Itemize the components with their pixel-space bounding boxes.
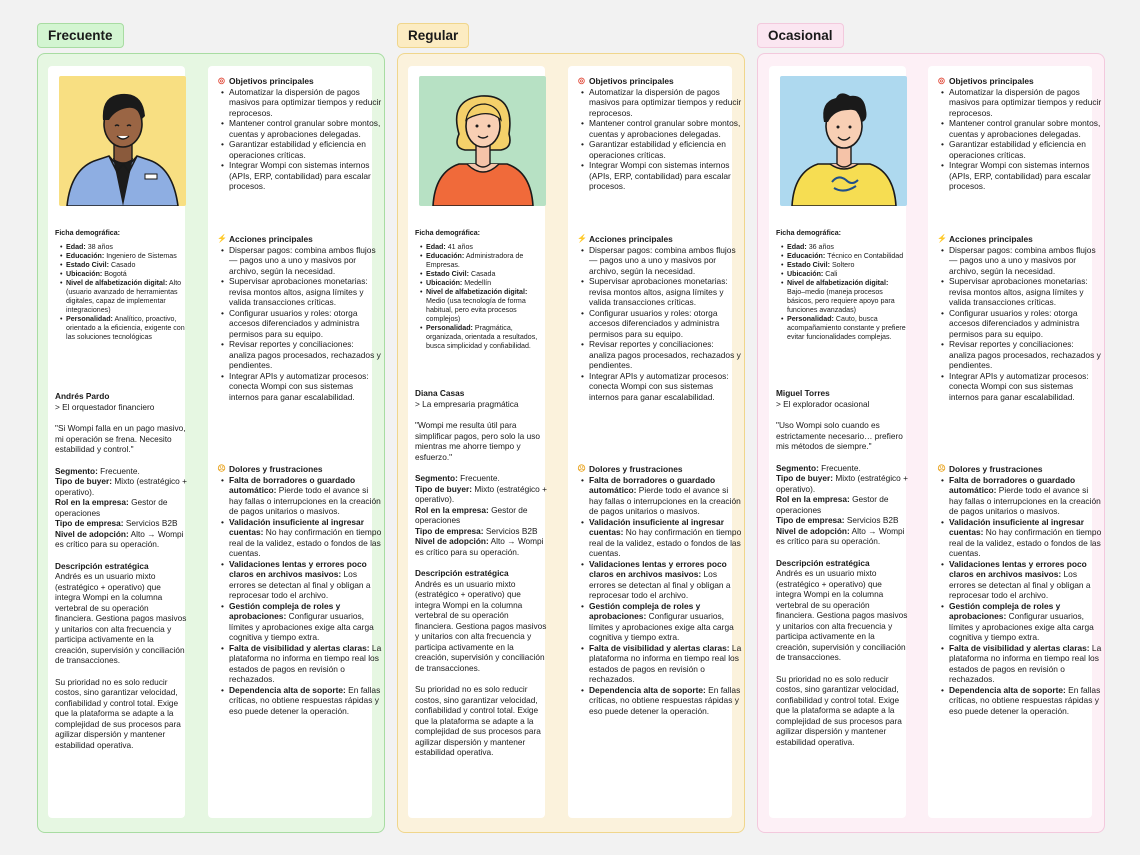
field: Tipo de empresa: Servicios B2B: [776, 515, 899, 525]
list-item: • Falta de visibilidad y alertas claras: La plataforma no informa en tiempo real los estados de pagos en revisión o rechazados.: [229, 643, 382, 685]
demographic-title: Ficha demográfica:: [415, 229, 481, 237]
demo-item: • Personalidad: Pragmática, organizada, orientada a resultados, busca simplicidad y confiabilidad.: [426, 324, 545, 351]
segment-tag-regular: Regular: [397, 23, 469, 48]
list-item: • Falta de borradores o guardado automático: Pierde todo el avance si hay fallas o interrupciones en la creación de pagos unitarios o masivos.: [589, 475, 742, 517]
pains-section: [937, 464, 1102, 716]
list-item: • Validación insuficiente al ingresar cuentas: No hay confirmación en tiempo real de la validez, estado o fondos de las cuentas.: [949, 517, 1102, 559]
demo-item: • Educación: Ingeniero de Sistemas: [66, 252, 185, 261]
field: Nivel de adopción: Alto → Wompi es crítico para su operación.: [776, 525, 905, 546]
list-item: • Configurar usuarios y roles: otorga accesos diferenciados y administra permisos para su equipo.: [229, 308, 382, 340]
goals-section: [217, 76, 382, 192]
list-item: • Dependencia alta de soporte: En fallas críticas, no obtiene respuestas rápidas y eso puede detener la operación.: [589, 685, 742, 717]
list-item: • Gestión compleja de roles y aprobaciones: Configurar usuarios, límites y aprobaciones exige alta carga cognitiva y tiempo extra.: [229, 601, 382, 643]
section-title: Objetivos principales: [949, 76, 1034, 86]
goals-card-frecuente: [208, 66, 382, 818]
list-item: • Supervisar aprobaciones monetarias: revisa montos altos, asigna límites y valida transacciones críticas.: [949, 276, 1102, 308]
list-item: • Dispersar pagos: combina ambos flujos — pagos uno a uno y masivos por archivo, según la necesidad.: [229, 245, 382, 277]
demo-item: • Ubicación: Cali: [787, 270, 906, 279]
section-title: Objetivos principales: [229, 76, 314, 86]
field: Nivel de adopción: Alto → Wompi es crítico para su operación.: [415, 536, 544, 557]
persona-name: Andrés Pardo: [55, 391, 110, 401]
target-icon: ◎: [218, 76, 225, 85]
list-item: • Falta de borradores o guardado automático: Pierde todo el avance si hay fallas o interrupciones en la creación de pagos unitarios o masivos.: [949, 475, 1102, 517]
demo-item: • Nivel de alfabetización digital: Medio (usa tecnología de forma habitual, pero evita procesos complejos): [426, 288, 545, 324]
field: Tipo de empresa: Servicios B2B: [415, 525, 538, 536]
sad-face-icon: ☹: [217, 464, 226, 473]
section-title: Acciones principales: [949, 234, 1033, 244]
avatar-miguel: [780, 76, 907, 206]
persona-role: > La empresaria pragmática: [415, 398, 519, 409]
description-text: Su prioridad no es solo reducir costos, sino garantizar velocidad, confiabilidad y control total. Exige que la plataforma se adapte a la complejidad de sus procesos para agilizar dispersión y mantener estabilidad operativa.: [55, 676, 181, 750]
list-item: • Gestión compleja de roles y aprobaciones: Configurar usuarios, límites y aprobaciones exige alta carga cognitiva y tiempo extra.: [589, 601, 742, 643]
actions-section: [937, 234, 1102, 402]
demographic-title: Ficha demográfica:: [55, 229, 121, 237]
field: Rol en la empresa: Gestor de operaciones: [55, 497, 168, 518]
persona-bio: [415, 388, 547, 758]
lightning-icon: ⚡: [577, 234, 587, 243]
list-item: • Automatizar la dispersión de pagos masivos para optimizar tiempos y reducir reprocesos.: [229, 87, 382, 119]
field: Rol en la empresa: Gestor de operaciones: [776, 494, 889, 515]
profile-card-regular: [408, 66, 545, 818]
list-item: • Integrar APIs y automatizar procesos: conecta Wompi con sus sistemas internos para ganar escalabilidad.: [949, 371, 1102, 403]
list-item: • Garantizar estabilidad y eficiencia en operaciones críticas.: [949, 139, 1102, 160]
demo-item: • Edad: 38 años: [66, 243, 185, 252]
goals-section: [577, 76, 742, 192]
list-item: • Mantener control granular sobre montos, cuentas y aprobaciones delegadas.: [229, 118, 382, 139]
list-item: • Dispersar pagos: combina ambos flujos — pagos uno a uno y masivos por archivo, según la necesidad.: [949, 245, 1102, 277]
demo-item: • Nivel de alfabetización digital: Alto (usuario avanzado de herramientas digitales, capaz de implementar integraciones): [66, 279, 185, 315]
section-title: Dolores y frustraciones: [589, 464, 683, 474]
demo-item: • Edad: 36 años: [787, 243, 906, 252]
sad-face-icon: ☹: [577, 464, 586, 473]
demographic-sheet: [55, 229, 185, 342]
list-item: • Configurar usuarios y roles: otorga accesos diferenciados y administra permisos para su equipo.: [949, 308, 1102, 340]
pains-section: [217, 464, 382, 716]
target-icon: ◎: [938, 76, 945, 85]
field: Segmento: Frecuente.: [55, 465, 140, 476]
list-item: • Revisar reportes y conciliaciones: analiza pagos procesados, rechazados y pendientes.: [589, 339, 742, 371]
list-item: • Configurar usuarios y roles: otorga accesos diferenciados y administra permisos para su equipo.: [589, 308, 742, 340]
demographic-sheet: [776, 229, 906, 342]
list-item: • Automatizar la dispersión de pagos masivos para optimizar tiempos y reducir reprocesos.: [949, 87, 1102, 119]
demo-item: • Edad: 41 años: [426, 243, 545, 252]
list-item: • Automatizar la dispersión de pagos masivos para optimizar tiempos y reducir reprocesos.: [589, 87, 742, 119]
list-item: • Gestión compleja de roles y aprobaciones: Configurar usuarios, límites y aprobaciones exige alta carga cognitiva y tiempo extra.: [949, 601, 1102, 643]
profile-card-frecuente: [48, 66, 185, 818]
persona-quote: "Wompi me resulta útil para simplificar pagos, pero solo la uso mientras me ahorre tiempo y esfuerzo.": [415, 420, 540, 462]
section-title: Dolores y frustraciones: [949, 464, 1043, 474]
demographic-title: Ficha demográfica:: [776, 229, 842, 237]
list-item: • Validación insuficiente al ingresar cuentas: No hay confirmación en tiempo real de la validez, estado o fondos de las cuentas.: [229, 517, 382, 559]
list-item: • Garantizar estabilidad y eficiencia en operaciones críticas.: [229, 139, 382, 160]
avatar-andres: [59, 76, 186, 206]
demo-item: • Personalidad: Cauto, busca acompañamiento constante y prefiere evitar funcionalidades complejas.: [787, 315, 906, 342]
pains-section: [577, 464, 742, 716]
list-item: • Supervisar aprobaciones monetarias: revisa montos altos, asigna límites y valida transacciones críticas.: [229, 276, 382, 308]
actions-section: [577, 234, 742, 402]
list-item: • Supervisar aprobaciones monetarias: revisa montos altos, asigna límites y valida transacciones críticas.: [589, 276, 742, 308]
description-text: Su prioridad no es solo reducir costos, sino garantizar velocidad, confiabilidad y control total. Exige que la plataforma se adapte a la complejidad de sus procesos para agilizar dispersión y mantener estabilidad operativa.: [415, 684, 541, 757]
lightning-icon: ⚡: [937, 234, 947, 243]
list-item: • Integrar APIs y automatizar procesos: conecta Wompi con sus sistemas internos para ganar escalabilidad.: [229, 371, 382, 403]
section-title: Acciones principales: [229, 234, 313, 244]
demo-item: • Educación: Administradora de Empresas.: [426, 252, 545, 270]
sad-face-icon: ☹: [937, 464, 946, 473]
list-item: • Integrar Wompi con sistemas internos (APIs, ERP, contabilidad) para escalar procesos.: [229, 160, 382, 192]
goals-section: [937, 76, 1102, 192]
lightning-icon: ⚡: [217, 234, 227, 243]
demo-item: • Personalidad: Analítico, proactivo, orientado a la eficiencia, exigente con las soluciones tecnológicas: [66, 315, 185, 342]
actions-section: [217, 234, 382, 402]
persona-bio: [55, 391, 187, 750]
list-item: • Falta de borradores o guardado automático: Pierde todo el avance si hay fallas o interrupciones en la creación de pagos unitarios o masivos.: [229, 475, 382, 517]
demo-item: • Nivel de alfabetización digital: Bajo–medio (maneja procesos básicos, pero requiere apoyo para funciones avanzadas): [787, 279, 906, 315]
description-text: Andrés es un usuario mixto (estratégico + operativo) que integra Wompi en la columna vertebral de su operación financiera. Gestiona pagos masivos y unitarios con alta frecuencia y participa activamente en la creación, supervisión y conciliación de transacciones.: [415, 578, 547, 673]
persona-name: Miguel Torres: [776, 388, 830, 398]
persona-bio: [776, 388, 908, 747]
field: Tipo de buyer: Mixto (estratégico + operativo).: [55, 476, 187, 497]
list-item: • Garantizar estabilidad y eficiencia en operaciones críticas.: [589, 139, 742, 160]
list-item: • Dependencia alta de soporte: En fallas críticas, no obtiene respuestas rápidas y eso puede detener la operación.: [229, 685, 382, 717]
list-item: • Integrar Wompi con sistemas internos (APIs, ERP, contabilidad) para escalar procesos.: [949, 160, 1102, 192]
description-title: Descripción estratégica: [55, 560, 149, 571]
demo-item: • Estado Civil: Casada: [426, 270, 545, 279]
list-item: • Revisar reportes y conciliaciones: analiza pagos procesados, rechazados y pendientes.: [949, 339, 1102, 371]
demo-item: • Educación: Técnico en Contabilidad: [787, 252, 906, 261]
list-item: • Dispersar pagos: combina ambos flujos — pagos uno a uno y masivos por archivo, según la necesidad.: [589, 245, 742, 277]
description-text: Andrés es un usuario mixto (estratégico + operativo) que integra Wompi en la columna vertebral de su operación financiera. Gestiona pagos masivos y unitarios con alta frecuencia y participa activamente en la creación, supervisión y conciliación de transacciones.: [776, 568, 908, 662]
list-item: • Falta de visibilidad y alertas claras: La plataforma no informa en tiempo real los estados de pagos en revisión o rechazados.: [949, 643, 1102, 685]
section-title: Objetivos principales: [589, 76, 674, 86]
goals-card-ocasional: [928, 66, 1102, 818]
persona-quote: "Si Wompi falla en un pago masivo, mi operación se frena. Necesito estabilidad y control.": [55, 423, 186, 454]
segment-tag-frecuente: Frecuente: [37, 23, 124, 48]
list-item: • Validaciones lentas y errores poco claros en archivos masivos: Los errores se detectan al final y obligan a reprocesar todo el archivo.: [229, 559, 382, 601]
goals-card-regular: [568, 66, 742, 818]
list-item: • Integrar APIs y automatizar procesos: conecta Wompi con sus sistemas internos para ganar escalabilidad.: [589, 371, 742, 403]
field: Tipo de buyer: Mixto (estratégico + operativo).: [776, 473, 908, 494]
persona-role: > El orquestador financiero: [55, 401, 155, 412]
field: Tipo de empresa: Servicios B2B: [55, 518, 178, 528]
list-item: • Mantener control granular sobre montos, cuentas y aprobaciones delegadas.: [949, 118, 1102, 139]
section-title: Dolores y frustraciones: [229, 464, 323, 474]
field: Segmento: Frecuente.: [415, 473, 500, 483]
segment-tag-ocasional: Ocasional: [757, 23, 844, 48]
list-item: • Mantener control granular sobre montos, cuentas y aprobaciones delegadas.: [589, 118, 742, 139]
demo-item: • Estado Civil: Soltero: [787, 261, 906, 270]
demo-item: • Ubicación: Bogotá: [66, 270, 185, 279]
persona-role: > El explorador ocasional: [776, 398, 870, 409]
description-text: Su prioridad no es solo reducir costos, sino garantizar velocidad, confiabilidad y control total. Exige que la plataforma se adapte a la complejidad de sus procesos para agilizar dispersión y mantener estabilidad operativa.: [776, 673, 902, 747]
demo-item: • Estado Civil: Casado: [66, 261, 185, 270]
target-icon: ◎: [578, 76, 585, 85]
description-title: Descripción estratégica: [776, 557, 870, 568]
persona-quote: "Uso Wompi solo cuando es estrictamente necesario… prefiero mis métodos de siempre.": [776, 420, 903, 451]
profile-card-ocasional: [769, 66, 906, 818]
description-title: Descripción estratégica: [415, 568, 509, 578]
field: Nivel de adopción: Alto → Wompi es crítico para su operación.: [55, 528, 184, 549]
list-item: • Falta de visibilidad y alertas claras: La plataforma no informa en tiempo real los estados de pagos en revisión o rechazados.: [589, 643, 742, 685]
persona-name: Diana Casas: [415, 388, 465, 398]
list-item: • Revisar reportes y conciliaciones: analiza pagos procesados, rechazados y pendientes.: [229, 339, 382, 371]
description-text: Andrés es un usuario mixto (estratégico + operativo) que integra Wompi en la columna vertebral de su operación financiera. Gestiona pagos masivos y unitarios con alta frecuencia y participa activamente en la creación, supervisión y conciliación de transacciones.: [55, 571, 187, 665]
field: Rol en la empresa: Gestor de operaciones: [415, 504, 528, 525]
list-item: • Integrar Wompi con sistemas internos (APIs, ERP, contabilidad) para escalar procesos.: [589, 160, 742, 192]
demo-item: • Ubicación: Medellín: [426, 279, 545, 288]
field: Tipo de buyer: Mixto (estratégico + operativo).: [415, 483, 547, 504]
section-title: Acciones principales: [589, 234, 673, 244]
field: Segmento: Frecuente.: [776, 462, 861, 473]
list-item: • Dependencia alta de soporte: En fallas críticas, no obtiene respuestas rápidas y eso puede detener la operación.: [949, 685, 1102, 717]
list-item: • Validaciones lentas y errores poco claros en archivos masivos: Los errores se detectan al final y obligan a reprocesar todo el archivo.: [589, 559, 742, 601]
demographic-sheet: [415, 229, 545, 351]
avatar-diana: [419, 76, 546, 206]
list-item: • Validaciones lentas y errores poco claros en archivos masivos: Los errores se detectan al final y obligan a reprocesar todo el archivo.: [949, 559, 1102, 601]
list-item: • Validación insuficiente al ingresar cuentas: No hay confirmación en tiempo real de la validez, estado o fondos de las cuentas.: [589, 517, 742, 559]
